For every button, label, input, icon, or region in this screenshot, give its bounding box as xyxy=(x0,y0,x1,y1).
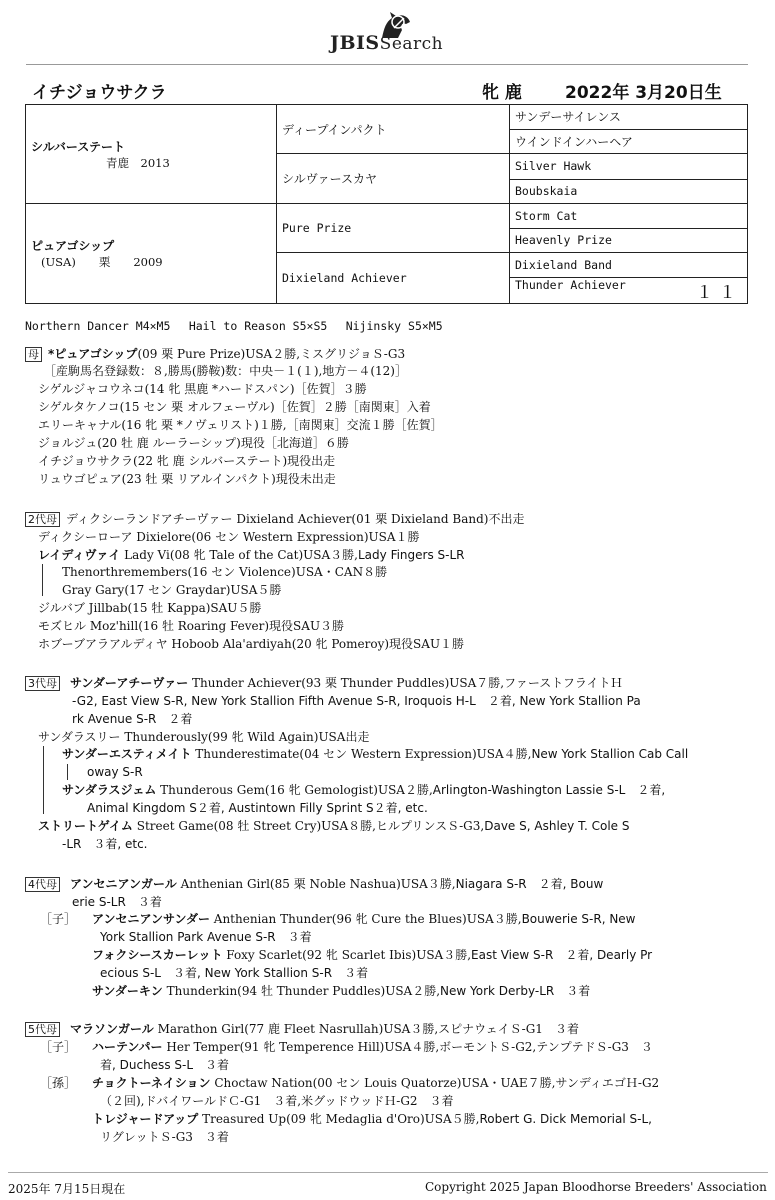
dam-tag: 母 xyxy=(25,347,42,362)
g3-line-2 xyxy=(62,746,688,762)
g5-grand-2-cont: リグレットＳ-G3 ３着 xyxy=(100,1130,229,1144)
inbreeding-line: Northern Dancer M4×M5 Hail to Reason S5×S5 Nijinsky S5×M5 xyxy=(25,319,443,333)
logo-text-search: Search xyxy=(379,34,444,54)
g3-heading xyxy=(25,675,623,691)
g5-child-1-name[interactable]: ハーテンパー xyxy=(92,1040,163,1054)
jbis-logo[interactable] xyxy=(330,8,470,54)
g3-subtree-bar xyxy=(67,764,68,780)
sire-cell xyxy=(26,105,277,204)
dam-offspring-3[interactable]: エリーキャナル(16 牝 栗 *ノヴェリスト)１勝,［南関東］交流１勝［佐賀］ xyxy=(38,418,443,432)
dam-offspring-6[interactable]: リュウゴピュア(23 牡 栗 リアルインパクト)現役未出走 xyxy=(38,472,336,486)
g5-grand-1-detail: Choctaw Nation(00 セン Louis Quatorze)USA・UAE７勝,サンディエゴＨ-G2 xyxy=(210,1076,660,1090)
dam-progeny-summary: ［産駒馬名登録数：８,勝馬(勝鞍)数：中央－１(１),地方－４(12)］ xyxy=(44,364,407,378)
g5-child-tag: ［子］ xyxy=(40,1040,77,1054)
g4-child-tag: ［子］ xyxy=(40,912,77,926)
g5-grand-1-cont: （２回),ドバイワールドＣ-G1 ３着,米グッドウッドＨ-G2 ３着 xyxy=(100,1094,454,1108)
g2-tag: 2代母 xyxy=(25,512,60,527)
dam-offspring-5[interactable]: イチジョウサクラ(22 牝 鹿 シルバーステート)現役出走 xyxy=(38,454,336,468)
g3-line-3-cont: Animal Kingdom S２着, Austintown Filly Sprint S２着, etc. xyxy=(87,801,428,815)
g3-cell-3[interactable] xyxy=(510,154,748,180)
g4-child-1 xyxy=(92,911,636,927)
g2-line-2-name[interactable]: レイディヴァイ xyxy=(38,548,121,562)
dam-offspring-4[interactable]: ジョルジュ(20 牡 鹿 ルーラーシップ)現役［北海道］６勝 xyxy=(38,436,349,450)
g3-line-2-detail: Thunderestimate(04 セン Western Expression)USA４勝, xyxy=(191,747,532,761)
g3-line-4-name[interactable]: ストリートゲイム xyxy=(38,819,133,833)
g4-head-name[interactable]: アンセニアンガール xyxy=(70,877,177,891)
g4-child-3-detail: Thunderkin(94 牡 Thunder Puddles)USA２勝, xyxy=(162,984,441,998)
g4-child-3-race: New York Derby-LR ３着 xyxy=(440,984,591,998)
g3-line-4 xyxy=(38,818,629,834)
g2-heading xyxy=(25,511,524,527)
g4-head-detail: Anthenian Girl(85 栗 Noble Nashua)USA３勝, xyxy=(176,877,456,891)
g4-child-3 xyxy=(92,983,590,999)
g3-cell-7[interactable] xyxy=(510,253,748,278)
g3-cell-5[interactable] xyxy=(510,204,748,229)
g3-cell-8[interactable] xyxy=(510,277,748,303)
header-divider xyxy=(26,64,748,65)
g2-line-3[interactable]: Thenorthremembers(16 セン Violence)USA・CAN８勝 xyxy=(62,565,388,579)
g3-cell-2[interactable] xyxy=(510,129,748,154)
g3-cell-4[interactable] xyxy=(510,179,748,204)
g4-child-2-detail: Foxy Scarlet(92 牝 Scarlet Ibis)USA３勝, xyxy=(222,948,472,962)
g5-child-1 xyxy=(92,1039,653,1055)
g3-line-4-cont: -LR ３着, etc. xyxy=(62,837,148,851)
g3-cell-6[interactable] xyxy=(510,228,748,253)
pedigree-table xyxy=(25,104,748,304)
g3-head-detail: Thunder Achiever(93 栗 Thunder Puddles)USA７勝,ファーストフライトＨ xyxy=(188,676,623,690)
g2-line-2-race: Lady Fingers S-LR xyxy=(358,548,465,562)
g3-line-2-race: New York Stallion Cab Call xyxy=(531,747,689,761)
sire-dam-cell[interactable] xyxy=(277,154,510,204)
logo-text-jbis: JBIS xyxy=(330,32,380,54)
g4-child-1-race: Bouwerie S-R, New xyxy=(521,912,636,926)
g3-name-6: Heavenly Prize xyxy=(515,233,612,248)
dam-sire-cell[interactable] xyxy=(277,204,510,253)
g2-line-5[interactable]: ジルバブ Jillbab(15 牡 Kappa)SAU５勝 xyxy=(38,601,262,615)
sire-name[interactable]: シルバーステート xyxy=(31,139,126,154)
g2-line-2-detail: Lady Vi(08 牝 Tale of the Cat)USA３勝, xyxy=(120,548,358,562)
g3-head-cont-2: rk Avenue S-R ２着 xyxy=(72,712,193,726)
g2-line-6[interactable]: モズヒル Moz'hill(16 牡 Roaring Fever)現役SAU３勝 xyxy=(38,619,345,633)
g2-line-1[interactable]: ディクシーローア Dixielore(06 セン Western Expression)USA１勝 xyxy=(38,530,420,544)
sire-sub: 青鹿 2013 xyxy=(106,155,170,170)
g5-grand-2-race: Robert G. Dick Memorial S-L, xyxy=(479,1112,652,1126)
dam-sire-name: Pure Prize xyxy=(282,221,352,235)
g5-grand-2-name[interactable]: トレジャードアップ xyxy=(92,1112,199,1126)
g5-grand-tag: ［孫］ xyxy=(40,1076,77,1090)
g4-child-1-name[interactable]: アンセニアンサンダー xyxy=(92,912,210,926)
g3-tree-bar xyxy=(43,746,44,814)
sire-dam-name: シルヴァースカヤ xyxy=(282,172,377,186)
g5-child-1-detail: Her Temper(91 牝 Temperence Hill)USA４勝,ボーモントＳ-G2,テンプテドＳ-G3 ３ xyxy=(162,1040,653,1054)
g2-line-7[interactable]: ホブーブアラアルディヤ Hoboob Ala'ardiyah(20 牝 Pomeroy)現役SAU１勝 xyxy=(38,637,465,651)
g5-heading xyxy=(25,1021,579,1037)
g4-child-2-cont: ecious S-L ３着, New York Stallion S-R ３着 xyxy=(100,966,369,980)
g3-head-name[interactable]: サンダーアチーヴァー xyxy=(70,676,189,690)
g3-line-3-detail: Thunderous Gem(16 牝 Gemologist)USA２勝, xyxy=(156,783,433,797)
dam-main-name[interactable]: *ピュアゴシップ xyxy=(48,347,138,361)
birth-date: 2022年 3月20日生 xyxy=(565,83,722,103)
g3-name-3: Silver Hawk xyxy=(515,159,592,174)
g4-head-cont: erie S-LR ３着 xyxy=(72,895,162,909)
g5-grand-1 xyxy=(92,1075,659,1091)
g3-name-7: Dixieland Band xyxy=(515,257,612,272)
g2-tree-bar xyxy=(42,564,43,596)
g2-head[interactable]: ディクシーランドアチーヴァー Dixieland Achiever(01 栗 Dixieland Band)不出走 xyxy=(66,512,525,526)
g4-head-race: Niagara S-R ２着, Bouw xyxy=(455,877,604,891)
footer-divider xyxy=(8,1172,768,1173)
g3-name-1: サンデーサイレンス xyxy=(515,110,621,125)
g3-name-8: Thunder Achiever xyxy=(515,277,626,292)
dam-offspring-2[interactable]: シゲルタケノコ(15 セン 栗 オルフェーヴル)［佐賀］２勝［南関東］入着 xyxy=(38,400,431,414)
horse-name: イチジョウサクラ xyxy=(32,83,167,103)
sex-color: 牝 鹿 xyxy=(482,83,522,103)
g3-name-2: ウインドインハーヘア xyxy=(515,134,633,149)
g4-child-1-cont: York Stallion Park Avenue S-R ３着 xyxy=(100,930,312,944)
g4-child-2 xyxy=(92,947,652,963)
dam-dam-name: Dixieland Achiever xyxy=(282,270,407,285)
g5-head-detail: Marathon Girl(77 鹿 Fleet Nasrullah)USA３勝,スピナウェイＳ-G1 ３着 xyxy=(153,1022,579,1036)
g5-grand-1-name[interactable]: チョクトーネイション xyxy=(92,1076,211,1090)
dam-heading xyxy=(25,346,405,362)
g3-line-4-detail: Street Game(08 牡 Street Cry)USA８勝,ヒルプリンスＳ-G3, xyxy=(132,819,485,833)
dam-offspring-1[interactable]: シゲルジャコウネコ(14 牝 黒鹿 *ハードスパン)［佐賀］３勝 xyxy=(38,382,367,396)
g4-child-2-name[interactable]: フォクシースカーレット xyxy=(92,948,223,962)
g4-child-2-race: East View S-R ２着, Dearly Pr xyxy=(471,948,653,962)
sire-sire-cell[interactable] xyxy=(277,105,510,154)
g3-tag: 3代母 xyxy=(25,676,60,691)
footer-date: 2025年 7月15日現在 xyxy=(8,1182,126,1196)
g4-tag: 4代母 xyxy=(25,877,60,892)
g3-name-4: Boubskaia xyxy=(515,184,578,199)
dam-dam-cell[interactable] xyxy=(277,253,510,304)
sire-sire-name: ディープインパクト xyxy=(282,122,387,137)
g3-line-3-name[interactable]: サンダラスジェム xyxy=(62,783,157,797)
dam-name[interactable]: ピュアゴシップ xyxy=(31,238,115,253)
g3-line-2-name[interactable]: サンダーエスティメイト xyxy=(62,747,192,761)
g3-cell-1[interactable] xyxy=(510,105,748,130)
g5-grand-2-detail: Treasured Up(09 牝 Medaglia d'Oro)USA５勝, xyxy=(198,1112,480,1126)
g5-head-name[interactable]: マラソンガール xyxy=(70,1022,154,1036)
g2-line-4[interactable]: Gray Gary(17 セン Graydar)USA５勝 xyxy=(62,583,282,597)
footer-copyright: Copyright 2025 Japan Bloodhorse Breeders' Association xyxy=(425,1180,767,1194)
g4-child-3-name[interactable]: サンダーキン xyxy=(92,984,163,998)
g4-heading xyxy=(25,876,603,892)
g5-tag: 5代母 xyxy=(25,1022,60,1037)
g3-line-3 xyxy=(62,782,665,798)
g3-name-5: Storm Cat xyxy=(515,208,578,223)
g5-child-1-cont: 着, Duchess S-L ３着 xyxy=(100,1058,230,1072)
g2-line-2 xyxy=(38,547,465,563)
g4-child-1-detail: Anthenian Thunder(96 牝 Cure the Blues)USA３勝, xyxy=(209,912,522,926)
g3-head-cont-1: -G2, East View S-R, New York Stallion Fifth Avenue S-R, Iroquois H-L ２着, New York Stallion Pa xyxy=(72,694,641,708)
g3-line-4-race: Dave S, Ashley T. Cole S xyxy=(484,819,630,833)
g3-line-3-race: Arlington-Washington Lassie S-L ２着, xyxy=(432,783,666,797)
dam-sub: (USA) 栗 2009 xyxy=(41,254,163,269)
dam-cell xyxy=(26,204,277,304)
g3-line-1[interactable]: サンダラスリー Thunderously(99 牝 Wild Again)USA出走 xyxy=(38,730,370,744)
g5-grand-2 xyxy=(92,1111,652,1127)
g3-line-2-cont: oway S-R xyxy=(87,765,143,779)
dam-main-detail: (09 栗 Pure Prize)USA２勝,ミスグリジョＳ-G3 xyxy=(137,347,406,361)
inbreed-count: １１ xyxy=(696,282,742,303)
